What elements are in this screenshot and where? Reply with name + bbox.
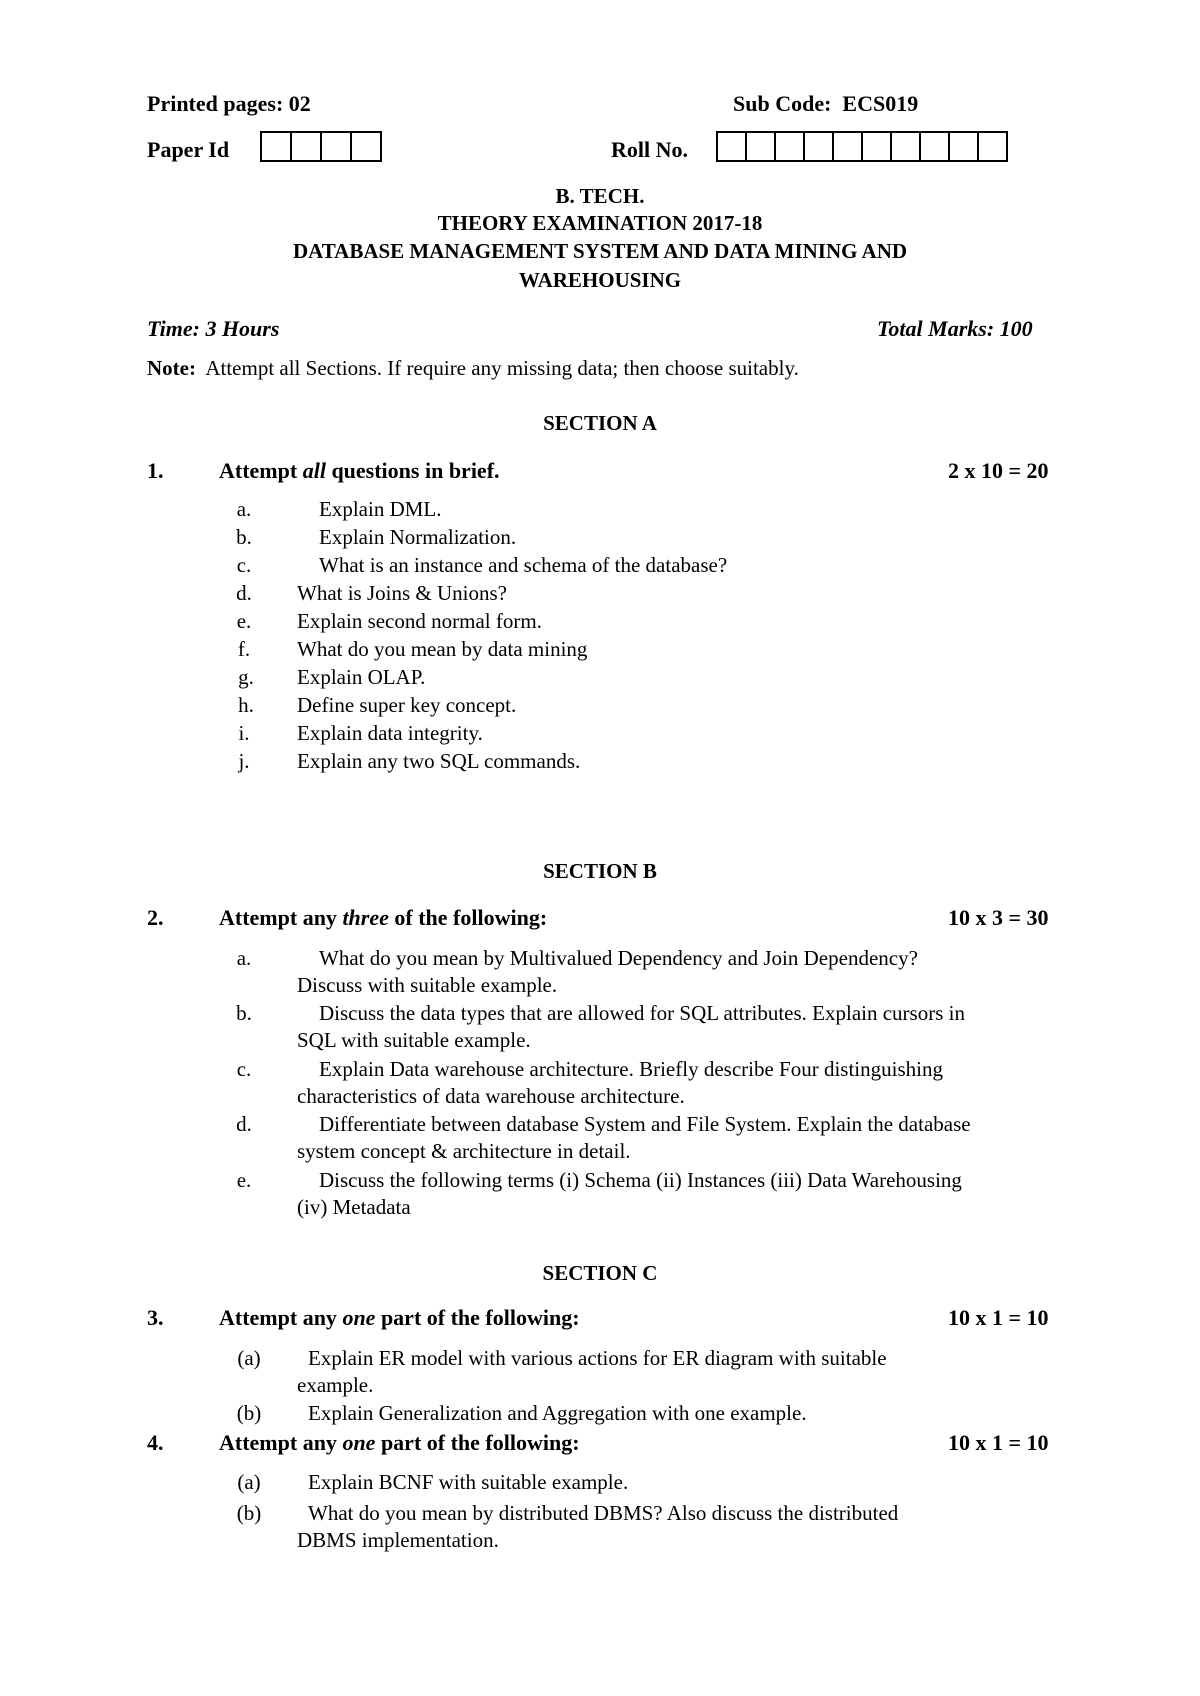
q1-item-text: Explain any two SQL commands. [297, 749, 581, 773]
q1-item-letter: h. [238, 693, 254, 717]
total-marks: Total Marks: 100 [877, 316, 1033, 341]
exam-title: THEORY EXAMINATION 2017-18 [437, 211, 763, 235]
q3-item-letter: (b) [236, 1401, 262, 1425]
q3-item-line1: Explain Generalization and Aggregation with one example. [308, 1401, 807, 1425]
q1-item-letter: b. [236, 525, 252, 549]
q1-item-letter: c. [236, 553, 252, 577]
printed-pages: Printed pages: 02 [147, 91, 311, 116]
q1-item-text: Explain Normalization. [319, 525, 517, 549]
paper-id-label: Paper Id [147, 137, 230, 162]
q1-item-letter: f. [237, 637, 251, 661]
q1-item-letter: a. [236, 497, 252, 521]
section-b-heading: SECTION B [543, 859, 657, 883]
q1-item-text: Explain DML. [319, 497, 442, 521]
q1-item-text: Define super key concept. [297, 693, 517, 717]
paper-id-box[interactable] [322, 133, 352, 160]
q4-item-line1: Explain BCNF with suitable example. [308, 1470, 629, 1494]
q2-item-line1: Explain Data warehouse architecture. Briefly describe Four distinguishing [319, 1057, 943, 1081]
q2-marks: 10 x 3 = 30 [948, 905, 1049, 930]
q2-post: of the following: [388, 905, 548, 930]
q2-instruction [219, 905, 547, 931]
q1-post: questions in brief. [325, 458, 500, 483]
roll-no-box[interactable] [979, 133, 1006, 160]
subject-title-line1: DATABASE MANAGEMENT SYSTEM AND DATA MINING AND [292, 239, 908, 263]
q1-instruction [219, 458, 500, 484]
q1-item-text: Explain data integrity. [297, 721, 483, 745]
q1-item-text: What do you mean by data mining [297, 637, 588, 661]
q1-number: 1. [147, 458, 164, 483]
roll-no-box[interactable] [892, 133, 921, 160]
q3-item-letter: (a) [237, 1346, 261, 1370]
q4-item-line2: DBMS implementation. [297, 1528, 499, 1552]
q4-item-letter: (a) [237, 1470, 261, 1494]
q1-em: all [302, 458, 326, 483]
q2-item-line1: Differentiate between database System and File System. Explain the database [319, 1112, 971, 1136]
q4-marks: 10 x 1 = 10 [948, 1430, 1049, 1455]
q1-item-letter: d. [236, 581, 252, 605]
q1-item-text: Explain OLAP. [297, 665, 426, 689]
q2-item-line1: Discuss the data types that are allowed for SQL attributes. Explain cursors in [319, 1001, 965, 1025]
q3-marks: 10 x 1 = 10 [948, 1305, 1049, 1330]
roll-no-box[interactable] [805, 133, 834, 160]
q2-number: 2. [147, 905, 164, 930]
q2-item-line1: Discuss the following terms (i) Schema (ii) Instances (iii) Data Warehousing [319, 1168, 962, 1192]
q2-item-letter: b. [236, 1001, 252, 1025]
roll-no-label: Roll No. [611, 137, 688, 162]
roll-no-boxes[interactable] [716, 131, 1008, 162]
q4-em: one [342, 1430, 376, 1455]
roll-no-box[interactable] [921, 133, 950, 160]
paper-id-box[interactable] [262, 133, 292, 160]
note-text: Attempt all Sections. If require any missing data; then choose suitably. [205, 356, 799, 380]
q4-pre: Attempt any [219, 1430, 343, 1455]
q1-item-letter: g. [238, 665, 254, 689]
q1-item-text: What is an instance and schema of the database? [319, 553, 728, 577]
sub-code-value: ECS019 [842, 91, 919, 116]
section-a-heading: SECTION A [543, 411, 657, 435]
q2-item-line1: What do you mean by Multivalued Dependency and Join Dependency? [319, 946, 918, 970]
roll-no-box[interactable] [747, 133, 776, 160]
q4-number: 4. [147, 1430, 164, 1455]
q3-em: one [342, 1305, 376, 1330]
sub-code-label: Sub Code: [733, 91, 832, 116]
q3-instruction [219, 1305, 580, 1331]
paper-id-boxes[interactable] [260, 131, 382, 162]
q2-item-line2: SQL with suitable example. [297, 1028, 531, 1052]
q2-pre: Attempt any [219, 905, 343, 930]
q3-item-line2: example. [297, 1373, 374, 1397]
q4-instruction [219, 1430, 580, 1456]
time-allowed: Time: 3 Hours [147, 316, 280, 341]
q3-number: 3. [147, 1305, 164, 1330]
q4-post: part of the following: [375, 1430, 580, 1455]
roll-no-box[interactable] [718, 133, 747, 160]
q1-item-text: What is Joins & Unions? [297, 581, 507, 605]
q4-item-letter: (b) [236, 1501, 262, 1525]
q2-item-letter: c. [236, 1057, 252, 1081]
q1-item-letter: e. [236, 609, 252, 633]
q2-item-line2: Discuss with suitable example. [297, 973, 558, 997]
roll-no-box[interactable] [834, 133, 863, 160]
q1-item-letter: j. [238, 749, 250, 773]
section-c-heading: SECTION C [542, 1261, 658, 1285]
q2-item-line2: (iv) Metadata [297, 1195, 411, 1219]
q1-pre: Attempt [219, 458, 303, 483]
q1-marks: 2 x 10 = 20 [948, 458, 1049, 483]
q2-item-letter: e. [236, 1168, 252, 1192]
q3-post: part of the following: [375, 1305, 580, 1330]
q1-item-text: Explain second normal form. [297, 609, 542, 633]
paper-id-box[interactable] [352, 133, 380, 160]
q2-item-line2: characteristics of data warehouse architecture. [297, 1084, 685, 1108]
sub-code [733, 91, 918, 117]
note [147, 356, 799, 381]
roll-no-box[interactable] [776, 133, 805, 160]
q3-pre: Attempt any [219, 1305, 343, 1330]
roll-no-box[interactable] [863, 133, 892, 160]
q2-item-line2: system concept & architecture in detail. [297, 1139, 631, 1163]
q2-item-letter: d. [236, 1112, 252, 1136]
q2-em: three [342, 905, 389, 930]
subject-title-line2: WAREHOUSING [518, 268, 682, 292]
paper-id-box[interactable] [292, 133, 322, 160]
q3-item-line1: Explain ER model with various actions for ER diagram with suitable [308, 1346, 887, 1370]
q2-item-letter: a. [236, 946, 252, 970]
roll-no-box[interactable] [950, 133, 979, 160]
q1-item-letter: i. [238, 721, 250, 745]
q4-item-line1: What do you mean by distributed DBMS? Also discuss the distributed [308, 1501, 899, 1525]
note-label: Note: [147, 356, 196, 380]
degree-title: B. TECH. [555, 184, 645, 208]
